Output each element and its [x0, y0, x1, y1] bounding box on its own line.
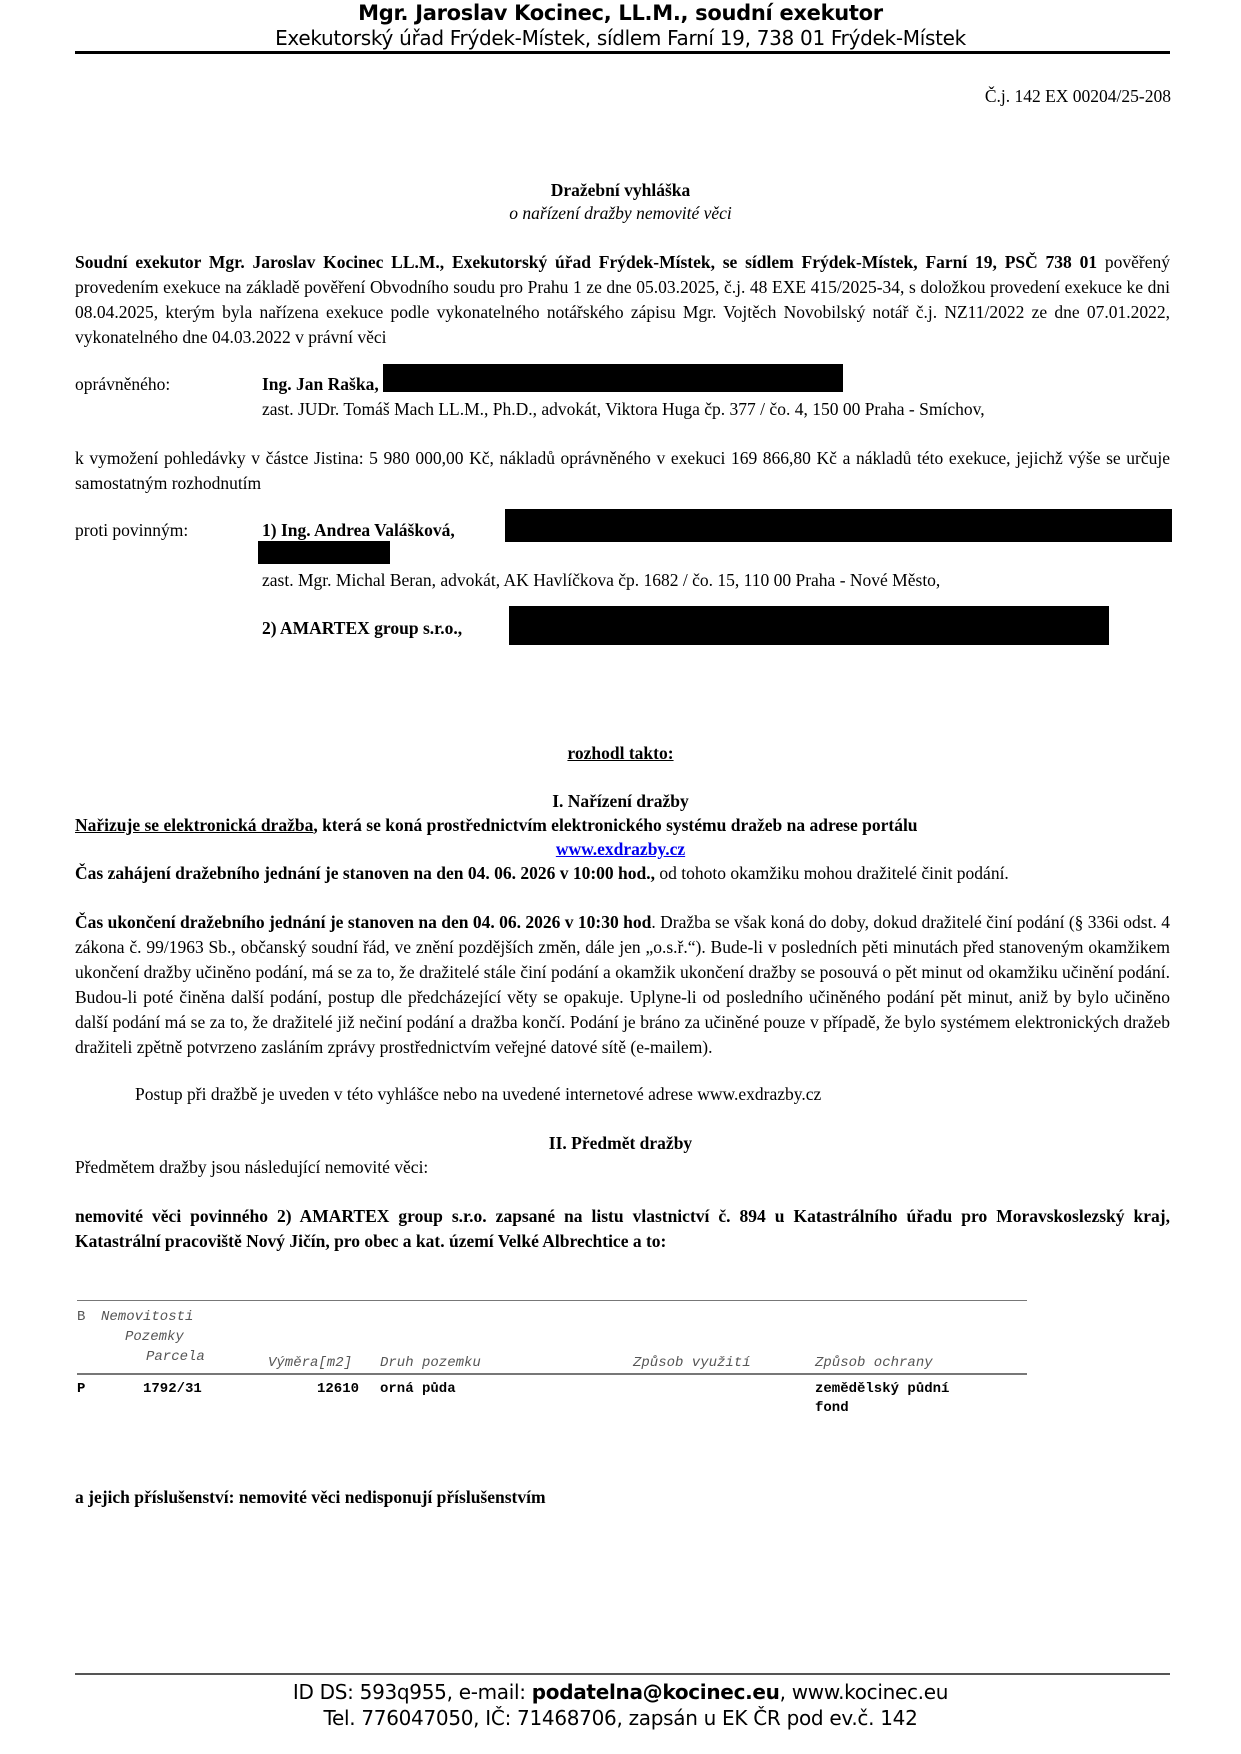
procedure-paragraph: Postup při dražbě je uveden v této vyhlášce nebo na uvedené internetové adrese www.exdrazby.cz [135, 1084, 822, 1104]
row-vymera: 12610 [317, 1381, 360, 1397]
document-title: Dražební vyhláška [550, 180, 691, 200]
document-subtitle: o nařízení dražby nemovité věci [509, 203, 732, 223]
column-header-parcela: Parcela [146, 1349, 205, 1365]
intro-paragraph [75, 250, 1170, 350]
letterhead-divider [75, 51, 1170, 54]
order-rest: , která se koná prostřednictvím elektronického systému dražeb na adrese portálu [313, 815, 918, 835]
column-header-vymera: Výměra[m2] [268, 1355, 353, 1371]
redaction-box [258, 541, 390, 564]
footer-email[interactable]: podatelna@kocinec.eu [531, 1680, 780, 1704]
section1-order-line [75, 813, 1170, 838]
column-header-vyuziti: Způsob využití [633, 1355, 751, 1371]
auction-end-paragraph [75, 910, 1170, 1060]
footer-line-2: Tel. 776047050, IČ: 71468706, zapsán u EK ČR pod ev.č. 142 [323, 1706, 918, 1730]
row-ochrana-line2: fond [815, 1400, 849, 1416]
table-top-rule [77, 1300, 1027, 1301]
row-type: P [77, 1381, 86, 1397]
section2-intro: Předmětem dražby jsou následující nemovité věci: [75, 1157, 429, 1177]
redaction-box [505, 509, 1172, 542]
column-header-druh: Druh pozemku [380, 1355, 481, 1371]
order-underlined: Nařizuje se elektronická dražba [75, 815, 314, 835]
footer-website: , www.kocinec.eu [779, 1680, 949, 1704]
footer-line-1 [0, 1679, 1241, 1705]
cadastre-section-letter: B [77, 1309, 86, 1325]
letterhead-name: Mgr. Jaroslav Kocinec, LL.M., soudní exekutor [358, 1, 883, 25]
portal-link[interactable]: www.exdrazby.cz [555, 839, 686, 859]
end-rest: . Dražba se však koná do doby, dokud dražitelé činí podání (§ 336i odst. 4 zákona č. 99/1963 Sb., občanský soudní řád, ve znění pozdějších změn, dále jen „o.s.ř.“). Bude-li v posledních pěti minutách před stanoveným okamžikem ukončení dražby učiněno podání, má se za to, že dražitelé stále činí podání a okamžik ukončení dražby se posouvá o pět minut od okamžiku učinění podání. Budou-li poté činěna další podání, postup dle předcházející věty se opakuje. Uplyne-li od posledního učiněného podání pět minut, aniž by bylo učiněno další podání má se za to, že dražitelé již nečiní podání a dražba končí. Podání je bráno za učiněné pouze v případě, že bylo systémem elektronických dražeb dražiteli zpětně potvrzeno zasláním zprávy prostřednictvím veřejné datové sítě (e-mailem). [75, 912, 1170, 1057]
column-header-ochrana: Způsob ochrany [815, 1355, 933, 1371]
decision-heading: rozhodl takto: [567, 743, 674, 763]
row-ochrana-line1: zemědělský půdní [815, 1381, 950, 1397]
debtor1-name: 1) Ing. Andrea Valášková, [262, 520, 455, 540]
accessories-line: a jejich příslušenství: nemovité věci nedisponují příslušenstvím [75, 1487, 546, 1507]
auction-start-paragraph [75, 861, 1170, 886]
start-rest: od tohoto okamžiku mohou dražitelé činit podání. [655, 863, 1009, 883]
debtor1-representative: zast. Mgr. Michal Beran, advokát, AK Havlíčkova čp. 1682 / čo. 15, 110 00 Praha - Nové Město, [262, 570, 941, 590]
row-druh: orná půda [380, 1381, 456, 1397]
start-bold: Čas zahájení dražebního jednání je stanoven na den 04. 06. 2026 v 10:00 hod., [75, 863, 655, 883]
portal-link-wrap [0, 837, 1241, 862]
debtor2-name: 2) AMARTEX group s.r.o., [262, 618, 463, 638]
section2-heading: II. Předmět dražby [548, 1133, 693, 1153]
redaction-box [509, 606, 1109, 645]
reference-number: Č.j. 142 EX 00204/25-208 [984, 86, 1171, 106]
letterhead-office: Exekutorský úřad Frýdek-Místek, sídlem Farní 19, 738 01 Frýdek-Místek [275, 26, 966, 50]
property-description: nemovité věci povinného 2) AMARTEX group s.r.o. zapsané na listu vlastnictví č. 894 u Katastrálního úřadu pro Moravskoslezský kraj, Katastrální pracoviště Nový Jičín, pro obec a kat. území Velké Albrechtice a to: [75, 1206, 1170, 1251]
cadastre-subsection: Pozemky [125, 1329, 184, 1345]
claim-paragraph: k vymožení pohledávky v částce Jistina: 5 980 000,00 Kč, nákladů oprávněného v exekuci 169 866,80 Kč a nákladů této exekuce, jejichž výše se určuje samostatným rozhodnutím [75, 448, 1170, 493]
intro-bold: Soudní exekutor Mgr. Jaroslav Kocinec LL.M., Exekutorský úřad Frýdek-Místek, se sídlem Frýdek-Místek, Farní 19, PSČ 738 01 [75, 252, 1098, 272]
redaction-box [383, 364, 843, 392]
footer-divider [75, 1673, 1170, 1675]
cadastre-section-title: Nemovitosti [101, 1309, 194, 1325]
row-parcela: 1792/31 [143, 1381, 202, 1397]
end-bold: Čas ukončení dražebního jednání je stanoven na den 04. 06. 2026 v 10:30 hod [75, 912, 652, 932]
footer-ids: ID DS: 593q955, e-mail: [292, 1680, 532, 1704]
creditor-representative: zast. JUDr. Tomáš Mach LL.M., Ph.D., advokát, Viktora Huga čp. 377 / čo. 4, 150 00 Praha - Smíchov, [262, 399, 985, 419]
section1-heading: I. Nařízení dražby [552, 791, 689, 811]
creditor-label: oprávněného: [75, 374, 171, 394]
table-header-rule [77, 1373, 1027, 1375]
intro-rest: pověřený provedením exekuce na základě pověření Obvodního soudu pro Prahu 1 ze dne 05.03.2025, č.j. 48 EXE 415/2025-34, s doložkou provedení exekuce ke dni 08.04.2025, kterým byla nařízena exekuce podle vykonatelného notářského zápisu Mgr. Vojtěch Novobilský notář č.j. NZ11/2022 ze dne 07.01.2022, vykonatelného dne 04.03.2022 v právní věci [75, 252, 1170, 347]
debtors-label: proti povinným: [75, 520, 189, 540]
creditor-name: Ing. Jan Raška, [262, 374, 379, 394]
